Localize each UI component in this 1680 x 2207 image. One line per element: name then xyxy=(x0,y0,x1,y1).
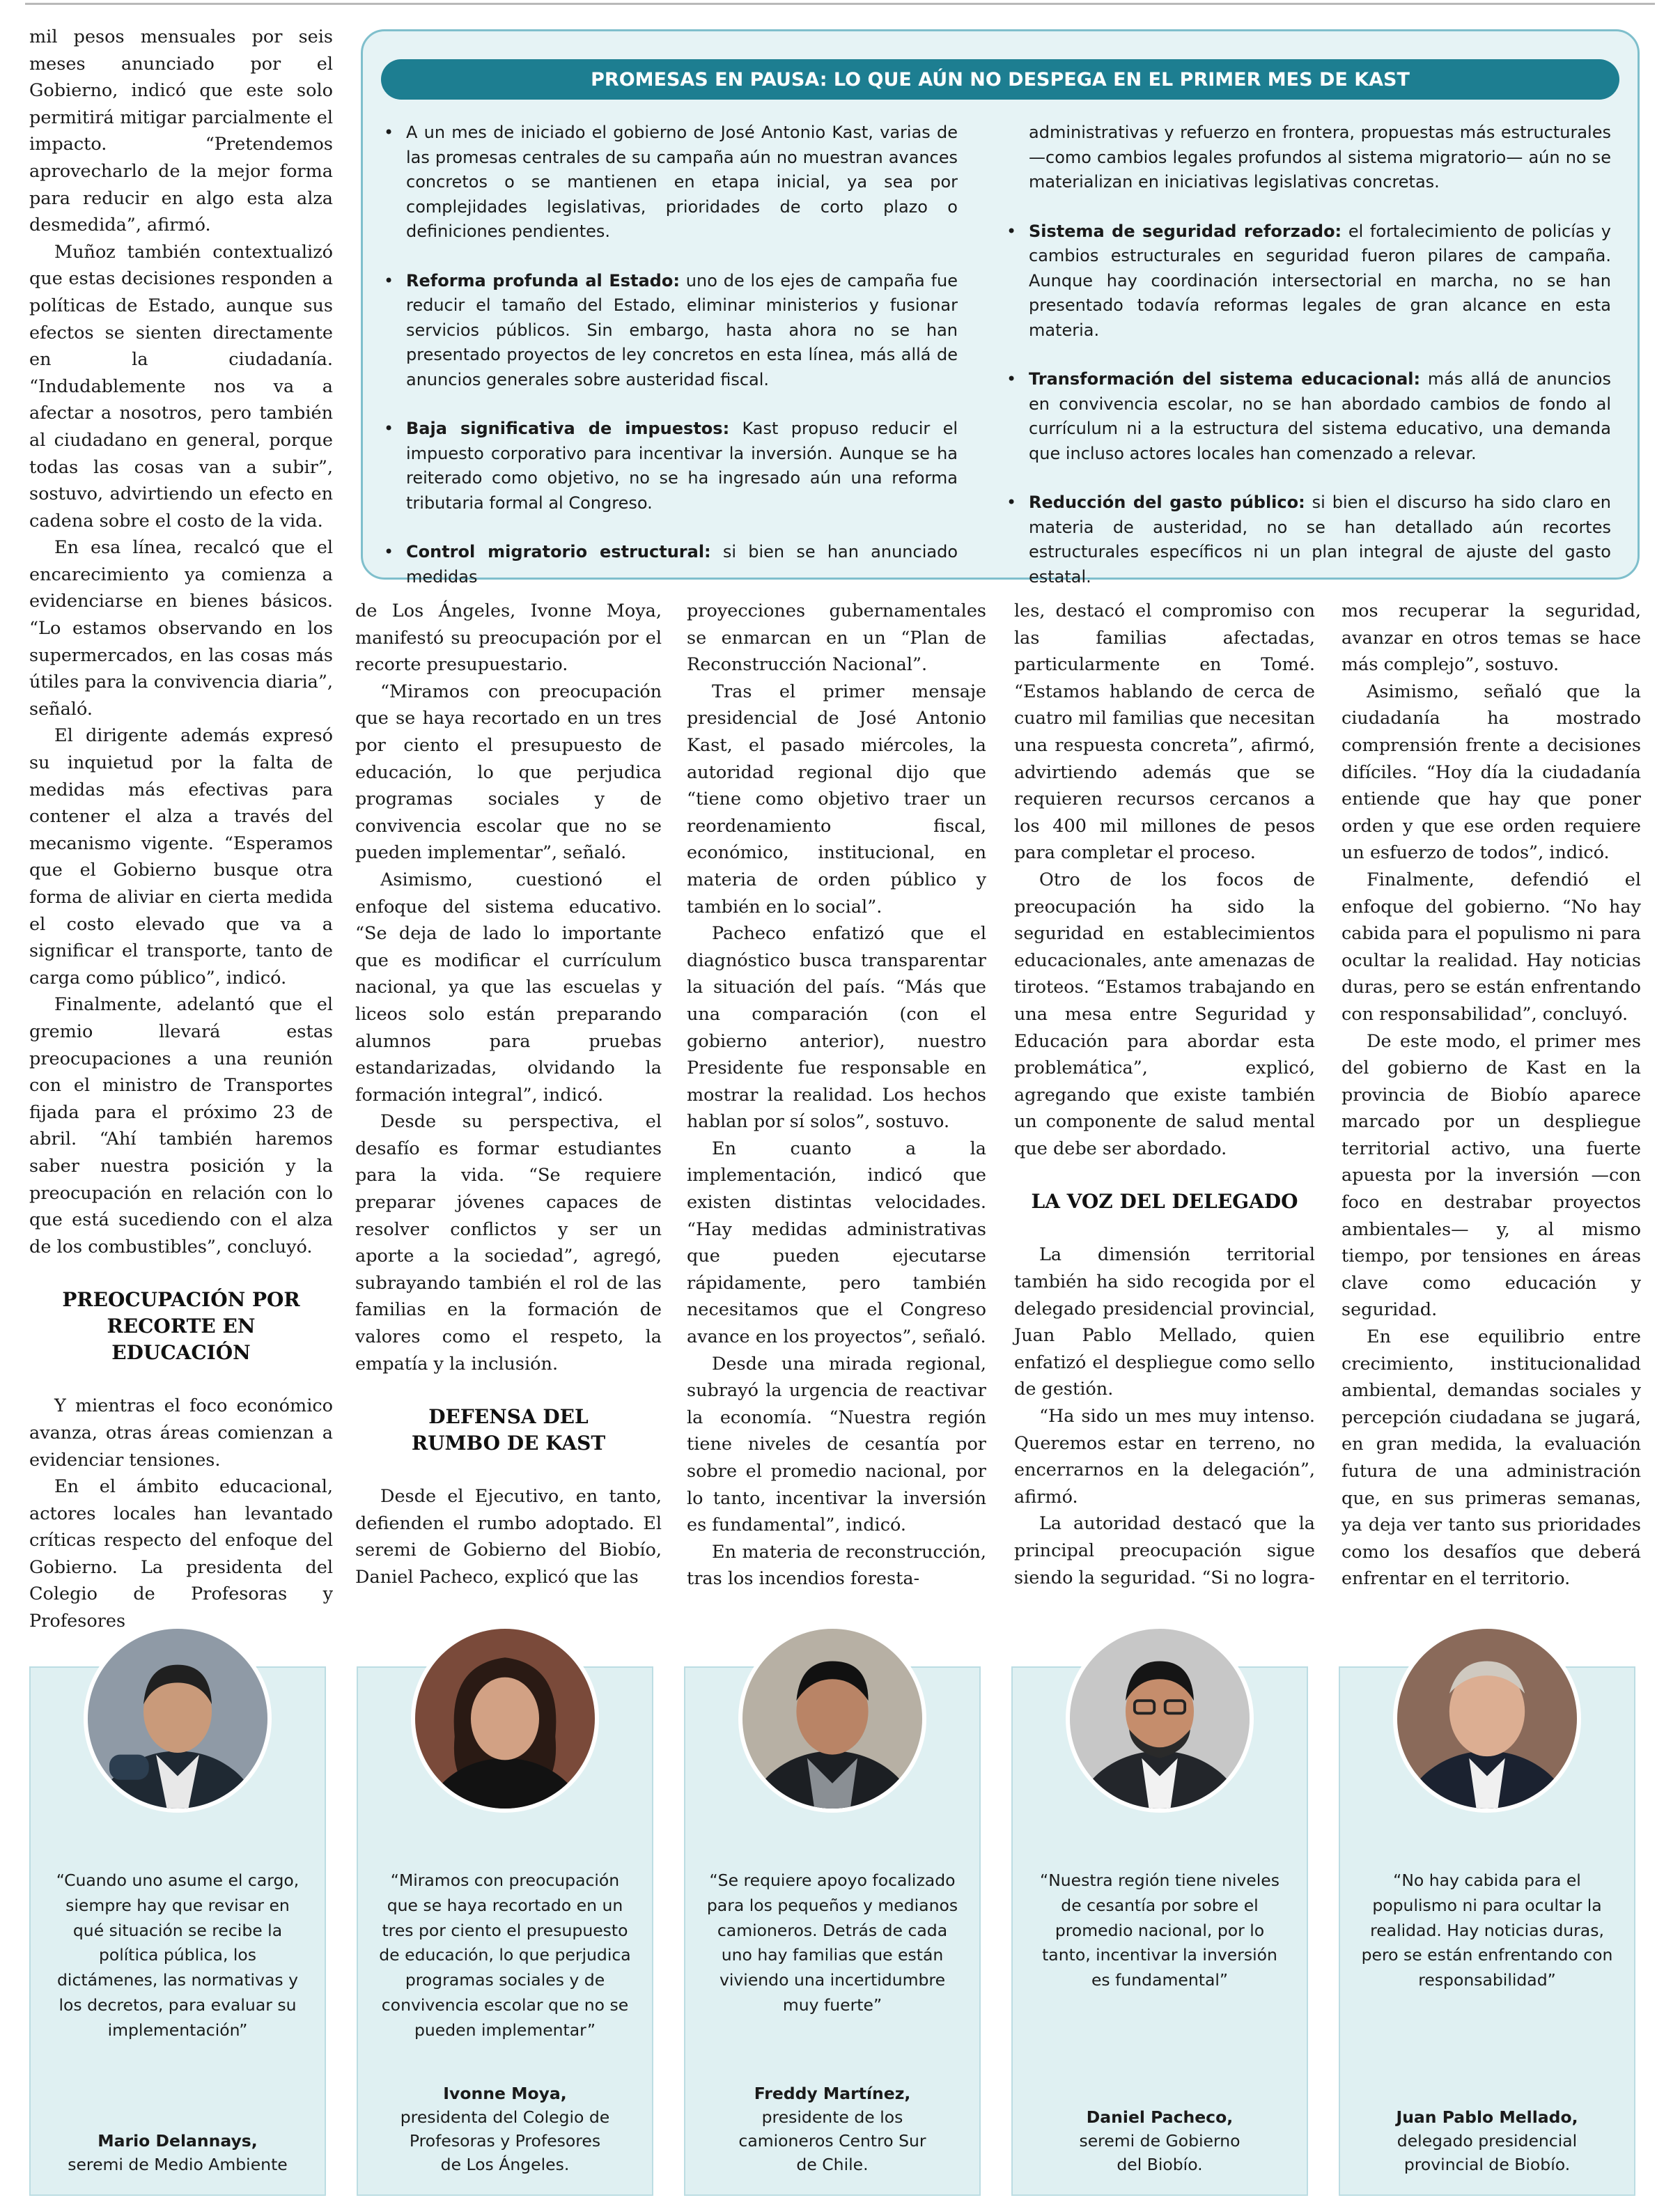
paragraph: Desde su perspectiva, el desafío es formar estudiantes para la vida. “Se requiere preparar jóvenes capaces de resolver conflictos y ser un aporte a la sociedad”, agregó, subrayando también el rol de las familias en la formación de valores como el respeto, la empatía y la inclusión. xyxy=(355,1111,662,1374)
quote-card xyxy=(684,1666,981,2196)
person-role: presidente de los xyxy=(761,2107,903,2127)
bullet-icon: • xyxy=(384,123,394,142)
portrait-icon xyxy=(1070,1629,1250,1809)
info-item: • A un mes de iniciado el gobierno de José Antonio Kast, varias de las promesas centrales de su campaña aún no muestran avances concretos o se mantienen en etapa inicial, ya sea por complejidades legislativas, prioridades de corto plazo o definiciones pendientes. xyxy=(380,121,958,245)
portrait-photo xyxy=(738,1625,926,1813)
paragraph: En ese equilibrio entre crecimiento, institucionalidad ambiental, demandas sociales y percepción ciudadana se jugará, en gran medida, la evaluación futura de una administración que, en sus primeras semanas, ya deja ver tanto sus prioridades como los desafíos que deberá enfrentar en el territorio. xyxy=(1341,1326,1641,1590)
paragraph: El dirigente además expresó su inquietud por la falta de medidas más efectivas para contener el alza a través del mecanismo vigente. “Esperamos que el Gobierno busque otra forma de aliviar en cierta medida el costo elevado que va a significar el transporte, tanto de carga como público”, indicó. xyxy=(29,725,333,989)
portrait-photo xyxy=(1393,1625,1581,1813)
info-box-right-column xyxy=(1006,121,1612,614)
info-box-title: PROMESAS EN PAUSA: LO QUE AÚN NO DESPEGA EN EL PRIMER MES DE KAST xyxy=(381,59,1619,100)
person-caption xyxy=(372,2082,638,2176)
subheading-education: PREOCUPACIÓN POR RECORTE EN EDUCACIÓN xyxy=(62,1288,300,1365)
bullet-icon: • xyxy=(1006,221,1017,241)
top-rule xyxy=(25,3,1655,5)
paragraph: proyecciones gubernamentales se enmarcan en un “Plan de Reconstrucción Nacional”. xyxy=(687,601,986,676)
paragraph: Pacheco enfatizó que el diagnóstico busca transparentar la situación del país. “Más que una comparación (con el gobierno anterior), nuestro Presidente fue responsable en mostrar la realidad. Los hechos hablan por sí solos”, sostuvo. xyxy=(687,923,986,1133)
paragraph: En cuanto a la implementación, indicó que existen distintas velocidades. “Hay medidas administrativas que pueden ejecutarse rápidamente, pero también necesitamos que el Congreso avance en los proyectos”, señaló. xyxy=(687,1138,986,1348)
paragraph: La autoridad destacó que la principal preocupación sigue siendo la seguridad. “Si no logra- xyxy=(1014,1513,1315,1588)
quote-card xyxy=(1339,1666,1635,2196)
person-role: seremi de Gobierno xyxy=(1079,2131,1240,2151)
paragraph: Tras el primer mensaje presidencial de José Antonio Kast, el pasado miércoles, la autoridad regional dijo que “tiene como objetivo traer un reordenamiento fiscal, económico, institucional, en materia de orden público y también en lo social”. xyxy=(687,681,986,917)
paragraph: Asimismo, señaló que la ciudadanía ha mostrado comprensión frente a decisiones difíciles. “Hoy día la ciudadanía entiende que hay que poner orden y que ese orden requiere un esfuerzo de todos”, indicó. xyxy=(1341,681,1641,864)
paragraph: En el ámbito educacional, actores locales han levantado críticas respecto del enfoque del Gobierno. La presidenta del Colegio de Profesoras y Profesores xyxy=(29,1476,333,1632)
portrait-icon xyxy=(1397,1629,1577,1809)
portrait-icon xyxy=(88,1629,267,1809)
portrait-photo xyxy=(84,1625,272,1813)
paragraph: mil pesos mensuales por seis meses anunciado por el Gobierno, indicó que este solo permitirá mitigar parcialmente el impacto. “Pretendemos aprovecharlo de la mejor forma para reducir en algo esta alza desmedida”, afirmó. xyxy=(29,26,333,236)
paragraph: “Ha sido un mes muy intenso. Queremos estar en terreno, no encerrarnos en la delegación”, afirmó. xyxy=(1014,1406,1315,1508)
paragraph: La dimensión territorial también ha sido recogida por el delegado presidencial provincial, Juan Pablo Mellado, quien enfatizó el despliegue como sello de gestión. xyxy=(1014,1244,1315,1400)
person-name: Freddy Martínez, xyxy=(754,2084,911,2103)
bullet-icon: • xyxy=(384,270,394,291)
article-column-5 xyxy=(1341,598,1641,1593)
paragraph: De este modo, el primer mes del gobierno de Kast en la provincia de Biobío aparece marcado por un despliegue territorial activo, una fuerte apuesta por la inversión —con foco en destrabar proyectos ambientales— y, al mismo tiempo, por tensiones en áreas clave como educación y seguridad. xyxy=(1341,1030,1641,1321)
quote-text: “Nuestra región tiene niveles de cesantía por sobre el promedio nacional, por lo tanto, incentivar la inversión es fundamental” xyxy=(1040,1871,1280,1990)
person-name: Ivonne Moya, xyxy=(443,2084,567,2103)
paragraph: Y mientras el foco económico avanza, otras áreas comienzan a evidenciar tensiones. xyxy=(29,1395,333,1471)
quote-text: “Miramos con preocupación que se haya recortado en un tres por ciento el presupuesto de educación, lo que perjudica programas sociales y de convivencia escolar que no se pueden implementar” xyxy=(379,1871,631,2040)
info-item: • Reforma profunda al Estado: uno de los ejes de campaña fue reducir el tamaño del Estado, eliminar ministerios y fusionar servicios públicos. Sin embargo, hasta ahora no se han presentado proyectos de ley concretos en esta línea, más allá de anuncios generales sobre austeridad fiscal. xyxy=(380,269,958,393)
quote-text: “Cuando uno asume el cargo, siempre hay que revisar en qué situación se recibe la política pública, los dictámenes, las normativas y los decretos, para evaluar su implementación” xyxy=(56,1871,300,2040)
person-name: Mario Delannays, xyxy=(98,2131,258,2151)
paragraph: Asimismo, cuestionó el enfoque del sistema educativo. “Se deja de lado lo importante que es modificar el currículum nacional, ya que las escuelas y liceos solo están preparando alumnos para pruebas estandarizadas, olvidando la formación integral”, indicó. xyxy=(355,869,662,1106)
person-role: provincial de Biobío. xyxy=(1403,2155,1571,2174)
paragraph: de Los Ángeles, Ivonne Moya, manifestó su preocupación por el recorte presupuestario. xyxy=(355,601,662,676)
bullet-icon: • xyxy=(384,419,394,438)
person-name: Juan Pablo Mellado, xyxy=(1396,2107,1578,2127)
info-item: • Baja significativa de impuestos: Kast propuso reducir el impuesto corporativo para incentivar la inversión. Aunque se ha reiterado como objetivo, no se ha ingresado aún una reforma tributaria formal al Congreso. xyxy=(380,417,958,516)
article-column-2 xyxy=(355,598,662,1591)
paragraph: Finalmente, adelantó que el gremio llevará estas preocupaciones a una reunión con el ministro de Transportes fijada para el próximo 23 de abril. “Ahí también haremos saber nuestra posición y la preocupación en relación con lo que está sucediendo con el alza de los combustibles”, concluyó. xyxy=(29,994,333,1257)
person-caption xyxy=(1354,2105,1620,2176)
quote-card xyxy=(357,1666,653,2196)
person-role: Profesoras y Profesores xyxy=(409,2131,601,2151)
portrait-icon xyxy=(742,1629,922,1809)
person-caption xyxy=(1027,2105,1293,2176)
info-box xyxy=(361,29,1640,587)
bullet-icon: • xyxy=(1006,369,1017,389)
paragraph: Desde una mirada regional, subrayó la urgencia de reactivar la economía. “Nuestra región tiene niveles de cesantía por sobre el promedio nacional, por lo tanto, incentivar la inversión es fundamental”, indicó. xyxy=(687,1353,986,1536)
info-item: administrativas y refuerzo en frontera, propuestas más estructurales —como cambios legales profundos al sistema migratorio— aún no se materializan en iniciativas legislativas concretas. xyxy=(1029,123,1611,192)
paragraph: Otro de los focos de preocupación ha sido la seguridad en establecimientos educacionales, ante amenazas de tiroteos. “Estamos trabajando en una mesa entre Seguridad y Educación para abordar esta problemática”, explicó, agregando que existe también un componente de salud mental que debe ser abordado. xyxy=(1014,869,1315,1159)
paragraph: mos recuperar la seguridad, avanzar en otros temas se hace más complejo”, sostuvo. xyxy=(1341,601,1641,676)
article-column-4 xyxy=(1014,598,1315,1591)
paragraph: les, destacó el compromiso con las familias afectadas, particularmente en Tomé. “Estamos hablando de cerca de cuatro mil familias que necesitan una respuesta concreta”, afirmó, advirtiendo además que se requieren recursos cercanos a los 400 mil millones de pesos para completar el proceso. xyxy=(1014,601,1315,864)
person-caption xyxy=(699,2082,965,2176)
person-role: de Chile. xyxy=(796,2155,869,2174)
quote-text: “No hay cabida para el populismo ni para ocultar la realidad. Hay noticias duras, pero se están enfrentando con responsabilidad” xyxy=(1361,1871,1613,1990)
person-role: de Los Ángeles. xyxy=(440,2155,570,2174)
portrait-photo xyxy=(411,1625,599,1813)
paragraph: En esa línea, recalcó que el encarecimiento ya comienza a evidenciarse en bienes básicos. “Lo estamos observando en los supermercados, en las cosas más útiles para la convivencia diaria”, señaló. xyxy=(29,537,333,720)
paragraph: En materia de reconstrucción, tras los incendios foresta- xyxy=(687,1541,986,1590)
subheading-kast: DEFENSA DEL RUMBO DE KAST xyxy=(411,1405,606,1455)
paragraph: Finalmente, defendió el enfoque del gobierno. “No hay cabida para el populismo ni para ocultar la realidad. Hay noticias duras, pero se están enfrentando con responsabilidad”, concluyó. xyxy=(1341,869,1641,1025)
person-role: del Biobío. xyxy=(1117,2155,1203,2174)
bullet-icon: • xyxy=(1006,493,1017,512)
article-column-3 xyxy=(687,598,986,1593)
bullet-icon: • xyxy=(384,542,394,562)
subheading-delegado: LA VOZ DEL DELEGADO xyxy=(1031,1190,1298,1214)
person-role: delegado presidencial xyxy=(1397,2131,1578,2151)
info-item: • Transformación del sistema educacional: más allá de anuncios en convivencia escolar, no se han abordado cambios de fondo al currículum ni a la estructura del sistema educativo, una demanda que incluso actores locales han comenzado a relevar. xyxy=(1011,367,1611,466)
person-role: seremi de Medio Ambiente xyxy=(68,2155,288,2174)
quote-text: “Se requiere apoyo focalizado para los pequeños y medianos camioneros. Detrás de cada uno hay familias que están viviendo una incertidumbre muy fuerte” xyxy=(706,1871,958,2015)
person-role: camioneros Centro Sur xyxy=(738,2131,926,2151)
paragraph: “Miramos con preocupación que se haya recortado en un tres por ciento el presupuesto de educación, lo que perjudica programas sociales y de convivencia escolar que no se pueden implementar”, señaló. xyxy=(355,681,662,864)
paragraph: Desde el Ejecutivo, en tanto, defienden el rumbo adoptado. El seremi de Gobierno del Biobío, Daniel Pacheco, explicó que las xyxy=(355,1486,662,1588)
article-column-1 xyxy=(29,24,333,1635)
paragraph: Muñoz también contextualizó que estas decisiones responden a políticas de Estado, aunque sus efectos se sienten directamente en la ciudadanía. “Indudablemente nos va a afectar a nosotros, pero también al ciudadano en general, porque todas las cosas van a subir”, sostuvo, advirtiendo un efecto en cadena sobre el costo de la vida. xyxy=(29,241,333,532)
person-name: Daniel Pacheco, xyxy=(1086,2107,1234,2127)
person-role: presidenta del Colegio de xyxy=(400,2107,610,2127)
portrait-photo xyxy=(1066,1625,1254,1813)
info-item: • Reducción del gasto público: si bien el discurso ha sido claro en materia de austeridad, no se han detallado aún recortes estructurales específicos ni un plan integral de ajuste del gasto estatal. xyxy=(1011,490,1611,589)
quote-card xyxy=(1011,1666,1308,2196)
info-box-left-column xyxy=(380,121,958,614)
info-item: • Sistema de seguridad reforzado: el fortalecimiento de policías y cambios estructurales en seguridad fueron pilares de campaña. Aunque hay coordinación intersectorial en marcha, no se han presentado todavía reformas legales de gran alcance en esta materia. xyxy=(1011,219,1611,343)
person-caption xyxy=(45,2129,311,2176)
quote-card xyxy=(29,1666,326,2196)
portrait-icon xyxy=(415,1629,595,1809)
info-item: • Control migratorio estructural: si bien se han anunciado medidas xyxy=(380,540,958,589)
